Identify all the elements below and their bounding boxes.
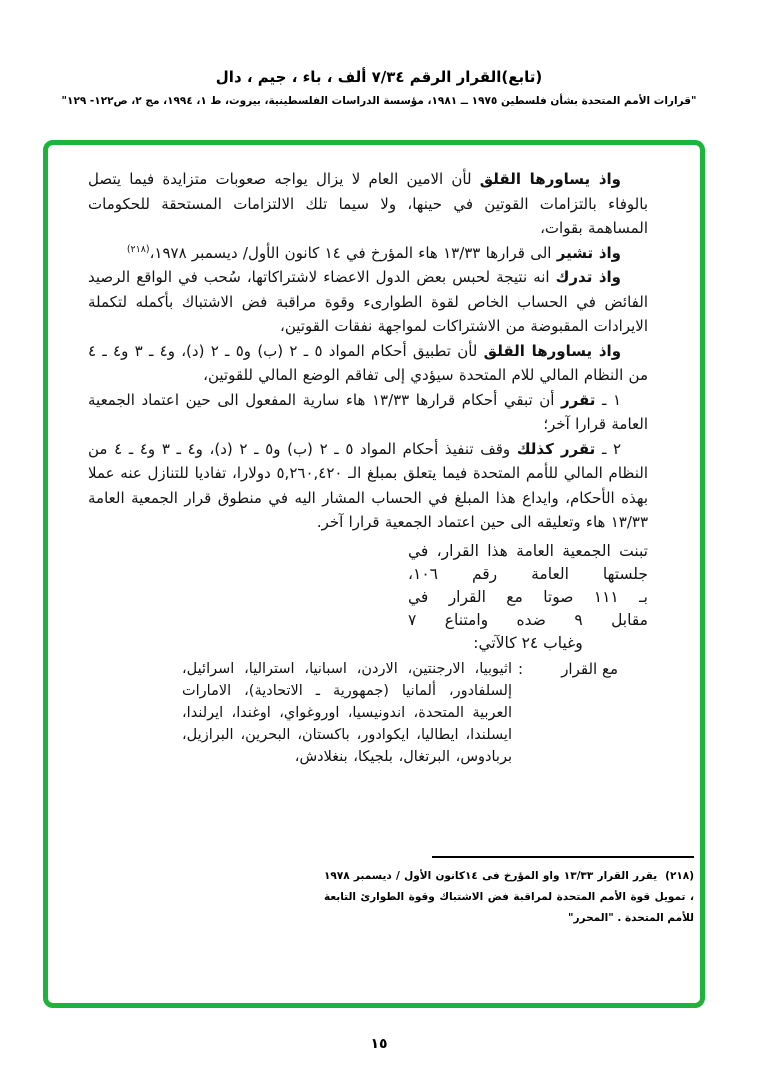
vote-label	[518, 658, 618, 768]
vote-label-text: مع القرار	[561, 659, 618, 678]
adoption-line: تبنت الجمعية العامة هذا القرار، في	[408, 541, 648, 560]
paragraph-lead: تقرر	[561, 390, 596, 409]
footnote-area	[324, 854, 694, 929]
footnote	[324, 866, 694, 929]
preamble-paragraph-1	[88, 167, 648, 241]
adoption-line: جلستها العامة رقم ١٠٦،	[408, 564, 648, 583]
paragraph-lead: واذ تدرك	[555, 268, 621, 286]
paragraph-text: انه نتيجة لحبس بعض الدول الاعضاء لاشتراكاتها، سُحب في الواقع الرصيد الفائض في الحساب الخاص لقوة الطوارىء وقوة مراقبة فض الاشتباك بأكمله لتكملة الايرادات المقبوضة من الاشتراكات لمواجهة نفقات القوتين،	[88, 268, 648, 335]
footnote-text: يقرر القرار ١٣/٣٣ واو المؤرخ فى ١٤كانون الأول / ديسمبر ١٩٧٨ ، تمويل قوة الأمم المتحدة لمراقبة فض الاشتباك وقوة الطوارئ التابعة للأمم المتحدة . "المحرر"	[324, 870, 694, 924]
preamble-paragraph-2	[88, 241, 648, 266]
paragraph-text: أن تبقي أحكام قرارها ١٣/٣٣ هاء سارية المفعول الى حين اعتماد الجمعية العامة قرارا آخر؛	[88, 390, 648, 433]
resolution-body	[88, 167, 648, 768]
paragraph-number: ٢ ـ	[595, 439, 622, 458]
footnote-separator	[432, 856, 694, 858]
resolution-title: (تابع)القرار الرقم ٧/٣٤ ألف ، باء ، جيم ، دال	[215, 68, 543, 86]
adoption-line: بـ ١١١ صوتا مع القرار في	[408, 587, 648, 606]
adoption-note	[408, 540, 648, 655]
vote-label-colon: :	[518, 659, 524, 678]
page-header	[0, 68, 758, 107]
content-frame	[43, 140, 705, 1008]
operative-paragraph-2	[88, 437, 648, 535]
page-number: ١٥	[370, 1036, 388, 1052]
vote-countries-list: اثيوبيا، الارجنتين، الاردن، اسبانيا، استراليا، اسرائيل، إلسلفادور، ألمانيا (جمهورية ـ الاتحادية)، الامارات العربية المتحدة، اندونيسيا، اوروغواي، اوغندا، ايرلندا، ايسلندا، ايطاليا، ايكوادور، باكستان، البحرين، البرازيل، بربادوس، البرتغال، بلجيكا، بنغلادش،	[182, 660, 512, 765]
operative-paragraph-1	[88, 388, 648, 437]
paragraph-number: ١ ـ	[595, 390, 622, 409]
footnote-reference: (٢١٨)	[126, 243, 150, 255]
source-citation: "قرارات الأمم المتحدة بشأن فلسطين ١٩٧٥ ــ ١٩٨١، مؤسسة الدراسات الفلسطينية، بيروت، ط ١، ١٩٩٤، مج ٢، ص١٢٢- ١٢٩"	[61, 95, 697, 107]
adoption-line: وغياب ٢٤ كالآتي:	[473, 633, 583, 652]
paragraph-lead: واذ يساورها القلق	[479, 170, 622, 188]
paragraph-text: وقف تنفيذ أحكام المواد ٥ ـ ٢ (ب) و٥ ـ ٢ (د)، و٤ ـ ٣ و٤ ـ ٤ من النظام المالي للأمم المتحدة فيما يتعلق بمبلغ الـ ٥,٢٦٠,٤٢٠ دولارا، تفاديا للتنازل عنه عملا بهذه الأحكام، وايداع هذا المبلغ في الحساب المشار اليه في منطوق قرار الجمعية العامة ١٣/٣٣ هاء وتعليقه الى حين اعتماد الجمعية قرارا آخر.	[88, 439, 648, 531]
paragraph-lead: واذ تشير	[556, 243, 621, 262]
paragraph-text: لأن الامين العام لا يزال يواجه صعوبات متزايدة فيما يتصل بالوفاء بالتزامات القوتين في حينها، ولا سيما تلك الالتزامات المستحقة للحكومات المساهمة بقوات،	[88, 170, 648, 237]
paragraph-lead: واذ يساورها القلق	[483, 341, 622, 360]
adoption-line: مقابل ٩ ضده وامتناع ٧	[408, 610, 648, 629]
paragraph-lead: تقرر كذلك	[516, 439, 596, 458]
preamble-paragraph-4	[88, 339, 648, 388]
paragraph-text: الى قرارها ١٣/٣٣ هاء المؤرخ في ١٤ كانون الأول/ ديسمبر ١٩٧٨،	[149, 243, 557, 262]
footnote-marker: (٢١٨)	[665, 870, 694, 882]
vote-result	[88, 658, 618, 768]
preamble-paragraph-3	[88, 265, 648, 339]
paragraph-text: لأن تطبيق أحكام المواد ٥ ـ ٢ (ب) و٥ ـ ٢ (د)، و٤ ـ ٣ و٤ ـ ٤ من النظام المالي للام المتحدة سيؤدي إلى تفاقم الوضع المالي للقوتين،	[88, 341, 648, 384]
